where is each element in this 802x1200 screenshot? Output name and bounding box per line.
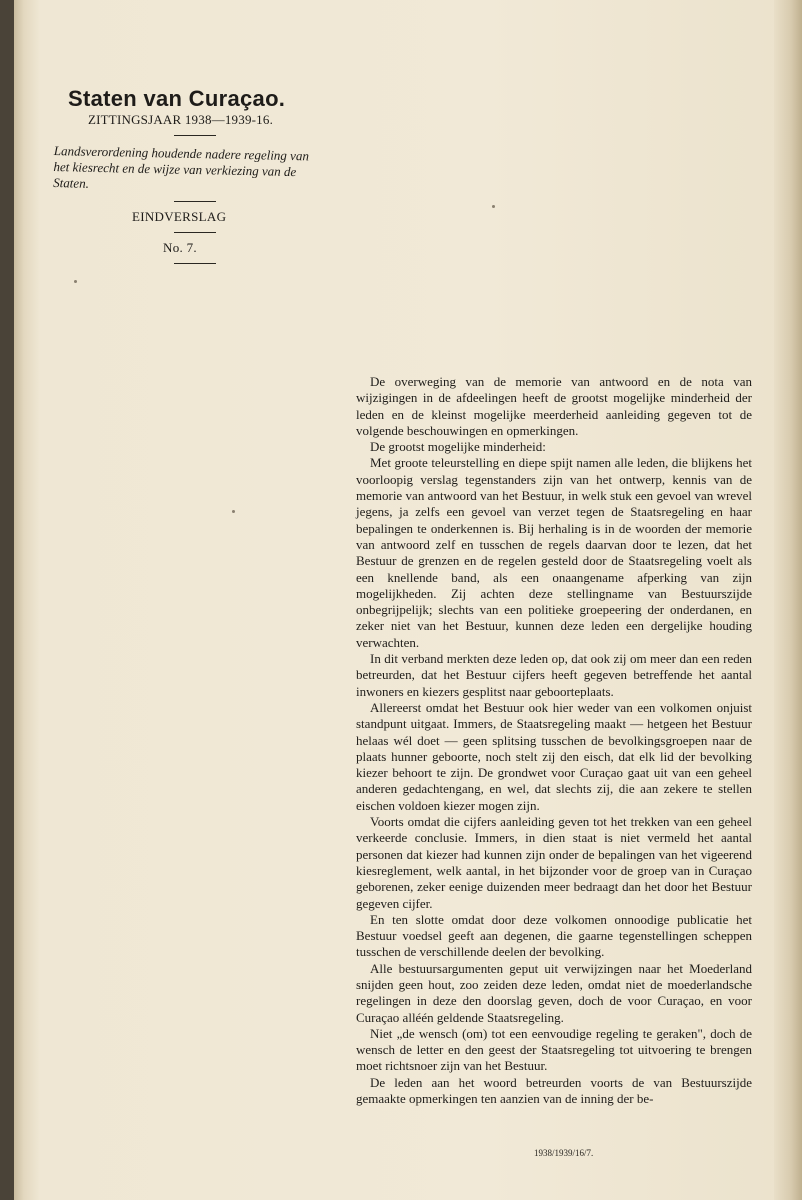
divider [174,232,216,233]
report-body [356,374,752,1107]
page-edge [774,0,802,1200]
divider [174,201,216,202]
paragraph: In dit verband merkten deze leden op, dat ook zij om meer dan een reden betreurden, dat het Bestuur cijfers heeft gegeven betreffende het aantal inwoners en kiezers gesplitst naar geboorteplaats. [356,651,752,699]
paragraph: Alle bestuursargumenten geput uit verwijzingen naar het Moederland snijden geen hout, zoo zeiden deze leden, omdat niet de moederlandsche regelingen in deze den doorslag geven, doch de voor Curaçao, en voor Curaçao alléén geldende Staatsregeling. [356,960,752,1025]
document-title: Staten van Curaçao. [68,86,286,111]
paragraph: De grootst mogelijke minderheid: [370,439,546,455]
session-year: ZITTINGSJAAR 1938—1939-16. [88,112,274,127]
paragraph: En ten slotte omdat door deze volkomen onnoodige publicatie het Bestuur voedsel geeft aan degenen, die gaarne tegenstellingen scheppen tusschen de verschillende deelen der bevolking. [356,911,752,960]
paragraph: Allereerst omdat het Bestuur ook hier weder van een volkomen onjuist standpunt uitgaat. Immers, de Staatsregeling maakt — hetgeen het Bestuur helaas wél doet — geen splitsing tusschen de bevolkingsgroepen naar de plaats hunner geboorte, noch stelt zij den eisch, dat elk lid der bevolking kiezer behoort te zijn. De grondwet voor Curaçao gaat uit van een geheel anderen gedachtengang, en wel, dat slechts zij, die aan zekere te stellen eischen voldoen kiezer mogen zijn. [356,699,752,813]
speck [492,205,495,208]
report-label: EINDVERSLAG [132,209,227,224]
paragraph: Met groote teleurstelling en diepe spijt namen alle leden, die blijkens het voorloopig verslag tegenstanders zijn van het ontwerp, kennis van de memorie van antwoord van het Bestuur, in welk stuk een gevoel van wrevel jegens, ja zelfs een gevoel van verzet tegen de Staatsregeling en haar bepalingen te onderkennen is. Bij herhaling is in de woorden der memorie van antwoord zelf en tusschen de regels daarvan door te lezen, dat het Bestuur de grenzen en de regelen gesteld door de Staatsregeling voelt als een knellende band, als een onaangename afperking van zijn mogelijkheden. Zij achten deze stellingname van Bestuurszijde onbegrijpelijk; slechts van een politieke groepeering der onderdanen, en zeker niet van het Bestuur, kunnen deze leden een dergelijke houding verwachten. [356,455,752,650]
document-page [14,0,802,1200]
paragraph: Voorts omdat die cijfers aanleiding geven tot het trekken van een geheel verkeerde conclusie. Immers, in dien staat is niet vermeld het aantal personen dat kiezer had kunnen zijn onder de bepalingen van het vigeerend kiesreglement, welk aantal, in het bijzonder voor de groep van in Curaçao geborenen, zeker eenige duizenden meer bedraagt dan het door het Bestuur gegeven cijfer. [356,814,752,911]
paragraph: De leden aan het woord betreurden voorts de van Bestuurszijde gemaakte opmerkingen ten aanzien van de inning der be- [356,1074,752,1107]
show-through-bleed [360,82,780,362]
subject-line: Landsverordening houdende nadere regeling van het kiesrecht en de wijze van verkiezing van de Staten. [53,143,310,191]
paragraph: De overweging van de memorie van antwoord en de nota van wijzigingen in de afdeelingen heeft de grootst mogelijke minderheid der leden en de kleinst mogelijke meerderheid aanleiding gegeven tot de volgende beschouwingen en opmerkingen. [356,374,752,438]
speck [74,280,77,283]
report-number: No. 7. [163,240,197,255]
paragraph: Niet „de wensch (om) tot een eenvoudige regeling te geraken", doch de wensch de letter en den geest der Staatsregeling tot uitvoering te brengen moet richtsnoer zijn van het Bestuur. [356,1025,752,1074]
divider [174,263,216,264]
document-header [52,86,322,271]
divider [174,135,216,136]
speck [232,510,235,513]
document-code: 1938/1939/16/7. [534,1148,594,1158]
